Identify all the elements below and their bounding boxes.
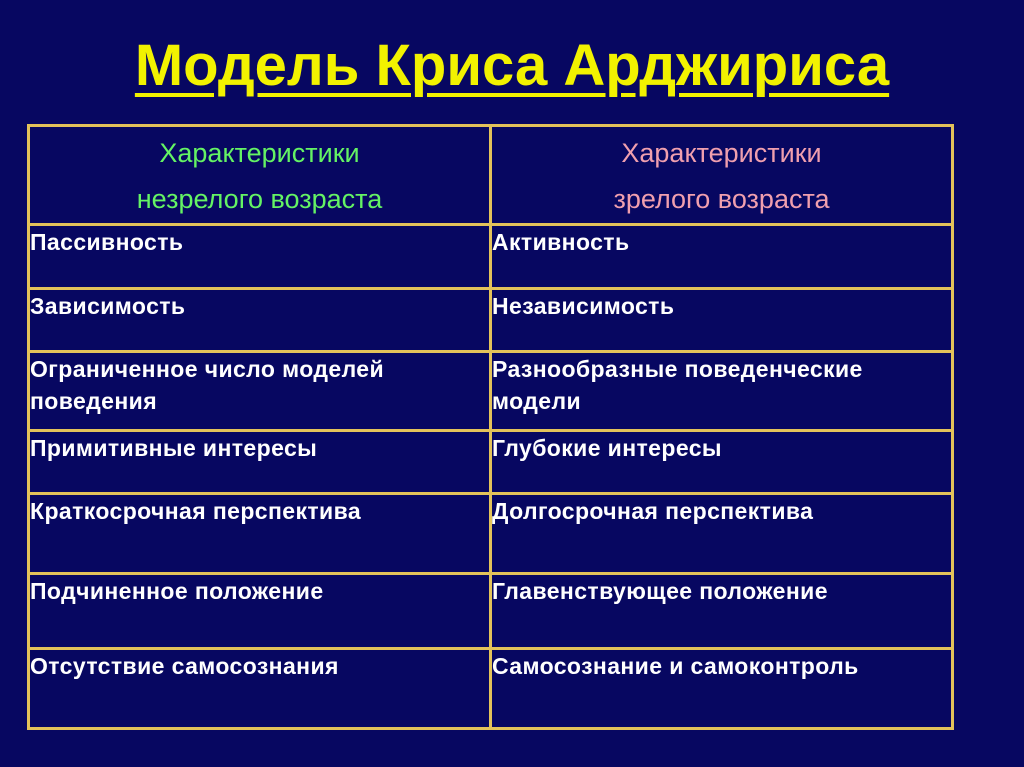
table-row bbox=[29, 574, 953, 649]
slide-title bbox=[0, 28, 1024, 104]
mature-cell: Главенствующее положение bbox=[491, 574, 953, 649]
immature-cell: Ограниченное число моделей поведения bbox=[29, 352, 491, 431]
mature-cell: Глубокие интересы bbox=[491, 431, 953, 494]
header-immature bbox=[29, 126, 491, 225]
table-row bbox=[29, 352, 953, 431]
table-header-row bbox=[29, 126, 953, 225]
immature-cell: Примитивные интересы bbox=[29, 431, 491, 494]
header-immature-line1: Характеристики bbox=[159, 138, 360, 168]
header-mature-line2: зрелого возраста bbox=[613, 184, 830, 214]
mature-cell: Самосознание и самоконтроль bbox=[491, 649, 953, 729]
mature-cell: Независимость bbox=[491, 289, 953, 352]
table-row bbox=[29, 289, 953, 352]
table-row bbox=[29, 225, 953, 289]
immature-cell: Пассивность bbox=[29, 225, 491, 289]
header-mature-line1: Характеристики bbox=[621, 138, 822, 168]
table-row bbox=[29, 431, 953, 494]
immature-cell: Зависимость bbox=[29, 289, 491, 352]
immature-cell: Подчиненное положение bbox=[29, 574, 491, 649]
table-row bbox=[29, 494, 953, 574]
comparison-table bbox=[27, 124, 954, 730]
mature-cell: Активность bbox=[491, 225, 953, 289]
mature-cell: Разнообразные поведенческие модели bbox=[491, 352, 953, 431]
header-immature-line2: незрелого возраста bbox=[136, 184, 383, 214]
immature-cell: Краткосрочная перспектива bbox=[29, 494, 491, 574]
mature-cell: Долгосрочная перспектива bbox=[491, 494, 953, 574]
table-row bbox=[29, 649, 953, 729]
header-mature bbox=[491, 126, 953, 225]
slide-title-text: Модель Криса Арджириса bbox=[134, 33, 890, 98]
immature-cell: Отсутствие самосознания bbox=[29, 649, 491, 729]
